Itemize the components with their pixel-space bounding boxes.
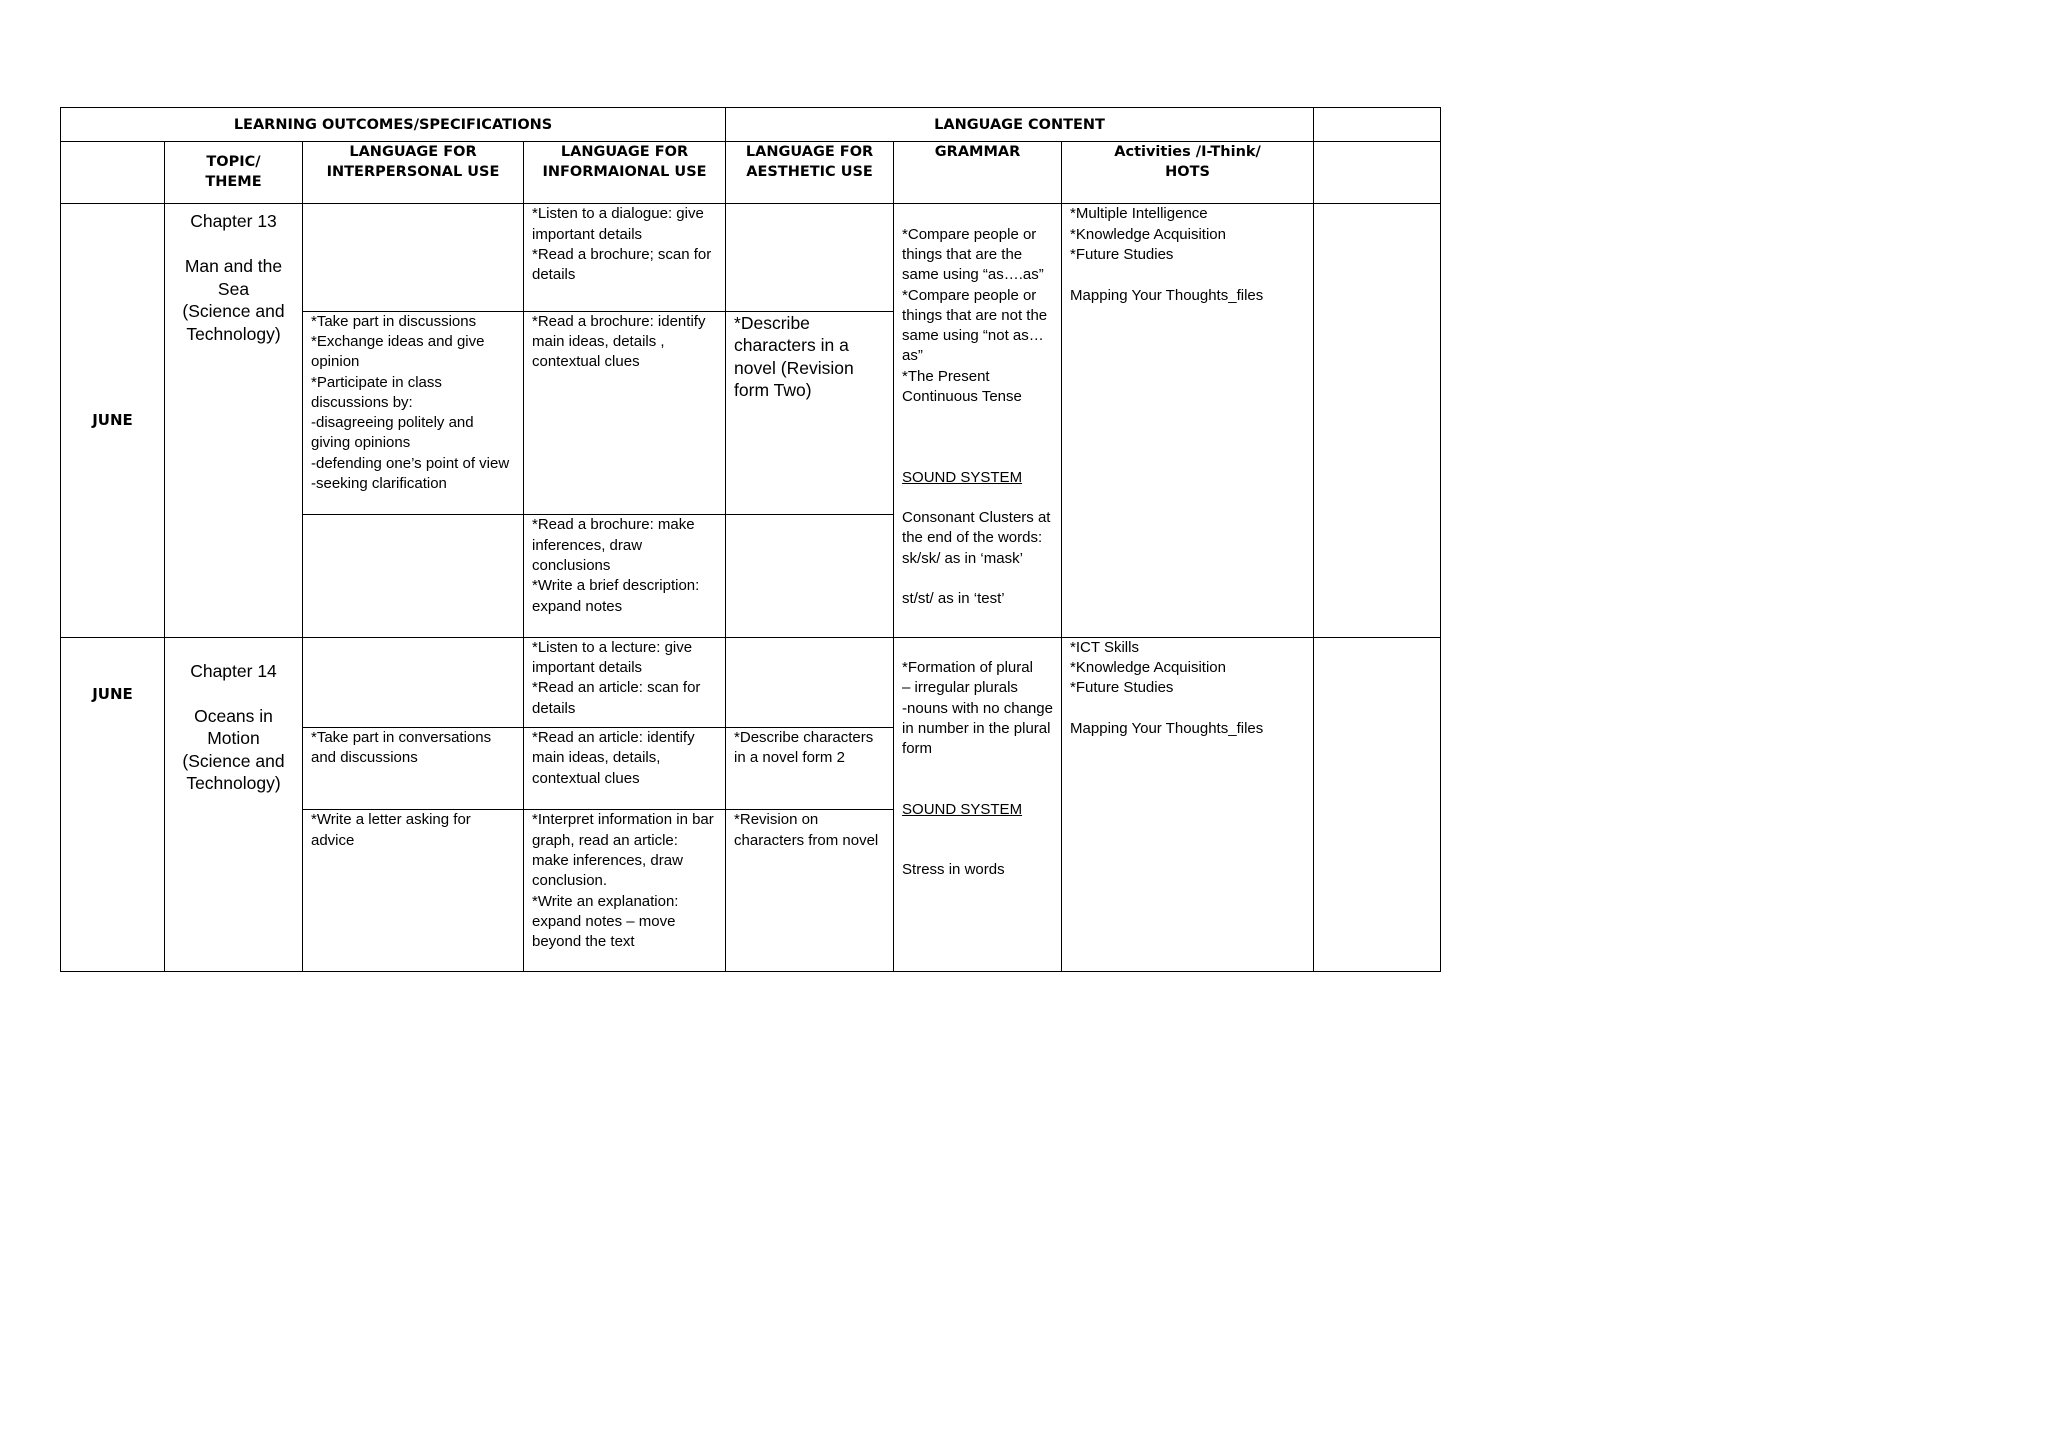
informational-header: LANGUAGE FOR INFORMAIONAL USE <box>524 142 726 204</box>
remarks-cell <box>1314 204 1441 637</box>
activities-cell: *ICT Skills *Knowledge Acquisition *Future Studies Mapping Your Thoughts_files <box>1062 637 1314 971</box>
header-row-columns <box>61 142 1441 204</box>
grammar-text: *Formation of plural – irregular plurals -nouns with no change in number in the plural form <box>902 659 1053 758</box>
aesthetic-cell: *Describe characters in a novel form 2 <box>726 728 894 810</box>
activities-cell: *Multiple Intelligence *Knowledge Acquisition *Future Studies Mapping Your Thoughts_files <box>1062 204 1314 637</box>
interpersonal-cell: *Write a letter asking for advice <box>303 810 524 972</box>
aesthetic-cell: *Describe characters in a novel (Revision form Two) <box>726 311 894 515</box>
interpersonal-cell <box>303 204 524 311</box>
interpersonal-cell: *Take part in conversations and discussions <box>303 728 524 810</box>
header-row-top <box>61 108 1441 142</box>
sound-system-text: Stress in words <box>902 861 1005 879</box>
topic-header: TOPIC/ THEME <box>165 142 303 204</box>
informational-cell: *Interpret information in bar graph, read an article: make inferences, draw conclusion. *Write an explanation: expand notes – move beyond the text <box>524 810 726 972</box>
aesthetic-cell <box>726 637 894 727</box>
informational-cell: *Read a brochure: identify main ideas, details , contextual clues <box>524 311 726 515</box>
grammar-header: GRAMMAR <box>894 142 1062 204</box>
aesthetic-cell <box>726 204 894 311</box>
language-content-header: LANGUAGE CONTENT <box>726 108 1314 142</box>
scheme-of-work-table <box>60 107 1441 972</box>
grammar-cell <box>894 204 1062 637</box>
interpersonal-header: LANGUAGE FOR INTERPERSONAL USE <box>303 142 524 204</box>
grammar-text: *Compare people or things that are the same using “as….as” *Compare people or things that are not the same using “not as…as” *The Present Continuous Tense <box>902 225 1048 405</box>
informational-cell: *Listen to a dialogue: give important details *Read a brochure; scan for details <box>524 204 726 311</box>
aesthetic-cell: *Revision on characters from novel <box>726 810 894 972</box>
table-row <box>61 204 1441 311</box>
grammar-cell <box>894 637 1062 971</box>
table-row <box>61 637 1441 727</box>
topic-cell: Chapter 14 Oceans in Motion (Science and Technology) <box>165 637 303 971</box>
informational-cell: *Read a brochure: make inferences, draw conclusions *Write a brief description: expand notes <box>524 515 726 637</box>
aesthetic-header: LANGUAGE FOR AESTHETIC USE <box>726 142 894 204</box>
sound-system-text: Consonant Clusters at the end of the words: sk/sk/ as in ‘mask’ st/st/ as in ‘test’ <box>902 509 1051 608</box>
month-label: JUNE <box>92 684 133 703</box>
remarks-cell <box>1314 637 1441 971</box>
informational-cell: *Read an article: identify main ideas, details, contextual clues <box>524 728 726 810</box>
month-cell: JUNE <box>61 204 165 637</box>
learning-outcomes-header: LEARNING OUTCOMES/SPECIFICATIONS <box>61 108 726 142</box>
activities-header: Activities /I-Think/ HOTS <box>1062 142 1314 204</box>
aesthetic-cell <box>726 515 894 637</box>
month-cell <box>61 637 165 971</box>
month-header <box>61 142 165 204</box>
interpersonal-cell <box>303 637 524 727</box>
topic-cell: Chapter 13 Man and the Sea (Science and Technology) <box>165 204 303 637</box>
informational-cell: *Listen to a lecture: give important details *Read an article: scan for details <box>524 637 726 727</box>
remarks-header <box>1314 108 1441 142</box>
interpersonal-cell <box>303 515 524 637</box>
sound-system-label: SOUND SYSTEM <box>902 800 1023 818</box>
sound-system-label: SOUND SYSTEM <box>902 468 1023 486</box>
interpersonal-cell: *Take part in discussions *Exchange ideas and give opinion *Participate in class discussions by: -disagreeing politely and giving opinions -defending one’s point of view -seeking clarification <box>303 311 524 515</box>
remarks-column-header <box>1314 142 1441 204</box>
